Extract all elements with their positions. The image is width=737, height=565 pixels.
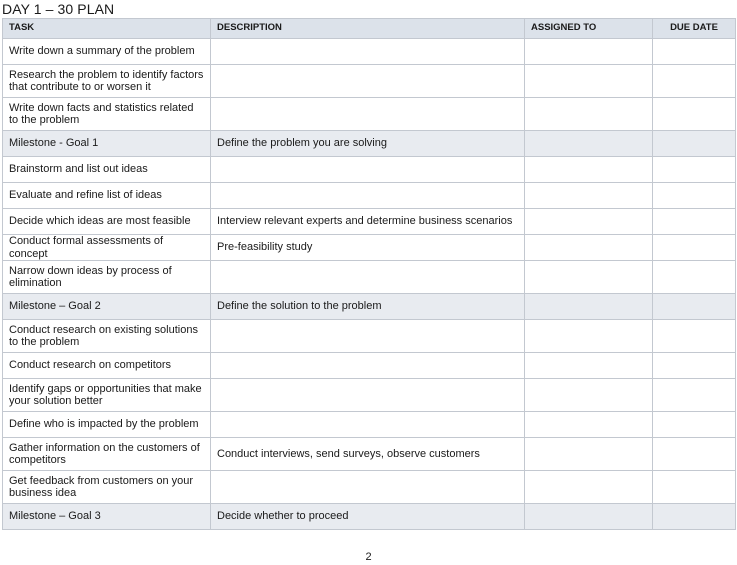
description-cell xyxy=(211,471,525,504)
table-row xyxy=(3,438,736,471)
assigned-to-cell xyxy=(525,438,653,471)
description-cell xyxy=(211,412,525,438)
due-date-cell xyxy=(653,183,736,209)
task-cell: Research the problem to identify factors that contribute to or worsen it xyxy=(3,65,211,98)
assigned-to-cell xyxy=(525,157,653,183)
task-cell: Conduct research on existing solutions to the problem xyxy=(3,320,211,353)
description-cell xyxy=(211,379,525,412)
table-row xyxy=(3,353,736,379)
assigned-to-cell xyxy=(525,98,653,131)
plan-table xyxy=(2,18,736,530)
due-date-cell xyxy=(653,235,736,261)
assigned-to-cell xyxy=(525,471,653,504)
header-due-date: DUE DATE xyxy=(653,19,736,39)
task-cell: Narrow down ideas by process of elimination xyxy=(3,261,211,294)
assigned-to-cell xyxy=(525,65,653,98)
description-cell xyxy=(211,157,525,183)
due-date-cell xyxy=(653,39,736,65)
plan-table-body xyxy=(3,39,736,530)
assigned-to-cell xyxy=(525,39,653,65)
task-cell: Write down facts and statistics related to the problem xyxy=(3,98,211,131)
due-date-cell xyxy=(653,294,736,320)
assigned-to-cell xyxy=(525,209,653,235)
due-date-cell xyxy=(653,261,736,294)
description-cell: Define the problem you are solving xyxy=(211,131,525,157)
task-cell: Gather information on the customers of competitors xyxy=(3,438,211,471)
table-row xyxy=(3,261,736,294)
assigned-to-cell xyxy=(525,235,653,261)
description-cell: Interview relevant experts and determine business scenarios xyxy=(211,209,525,235)
description-cell xyxy=(211,353,525,379)
due-date-cell xyxy=(653,379,736,412)
table-row xyxy=(3,320,736,353)
task-cell: Brainstorm and list out ideas xyxy=(3,157,211,183)
due-date-cell xyxy=(653,131,736,157)
task-cell: Identify gaps or opportunities that make your solution better xyxy=(3,379,211,412)
milestone-row xyxy=(3,504,736,530)
description-cell xyxy=(211,65,525,98)
table-row xyxy=(3,39,736,65)
table-row xyxy=(3,379,736,412)
task-cell: Conduct formal assessments of concept xyxy=(3,235,211,261)
page-number: 2 xyxy=(365,551,372,563)
description-cell xyxy=(211,98,525,131)
assigned-to-cell xyxy=(525,261,653,294)
description-cell: Conduct interviews, send surveys, observe customers xyxy=(211,438,525,471)
task-cell: Milestone – Goal 3 xyxy=(3,504,211,530)
description-cell: Define the solution to the problem xyxy=(211,294,525,320)
assigned-to-cell xyxy=(525,504,653,530)
due-date-cell xyxy=(653,353,736,379)
task-cell: Milestone - Goal 1 xyxy=(3,131,211,157)
due-date-cell xyxy=(653,98,736,131)
table-row xyxy=(3,235,736,261)
task-cell: Evaluate and refine list of ideas xyxy=(3,183,211,209)
task-cell: Define who is impacted by the problem xyxy=(3,412,211,438)
assigned-to-cell xyxy=(525,320,653,353)
table-row xyxy=(3,412,736,438)
table-row xyxy=(3,98,736,131)
header-assigned-to: ASSIGNED TO xyxy=(525,19,653,39)
assigned-to-cell xyxy=(525,294,653,320)
due-date-cell xyxy=(653,471,736,504)
assigned-to-cell xyxy=(525,353,653,379)
task-cell: Milestone – Goal 2 xyxy=(3,294,211,320)
due-date-cell xyxy=(653,412,736,438)
table-row xyxy=(3,471,736,504)
table-row xyxy=(3,65,736,98)
description-cell: Decide whether to proceed xyxy=(211,504,525,530)
task-cell: Conduct research on competitors xyxy=(3,353,211,379)
table-row xyxy=(3,183,736,209)
header-task: TASK xyxy=(3,19,211,39)
due-date-cell xyxy=(653,320,736,353)
assigned-to-cell xyxy=(525,379,653,412)
milestone-row xyxy=(3,294,736,320)
task-cell: Get feedback from customers on your business idea xyxy=(3,471,211,504)
description-cell: Pre-feasibility study xyxy=(211,235,525,261)
task-cell: Write down a summary of the problem xyxy=(3,39,211,65)
assigned-to-cell xyxy=(525,183,653,209)
table-row xyxy=(3,157,736,183)
assigned-to-cell xyxy=(525,412,653,438)
header-description: DESCRIPTION xyxy=(211,19,525,39)
description-cell xyxy=(211,261,525,294)
due-date-cell xyxy=(653,504,736,530)
due-date-cell xyxy=(653,438,736,471)
description-cell xyxy=(211,320,525,353)
page-title: DAY 1 – 30 PLAN xyxy=(2,1,115,17)
assigned-to-cell xyxy=(525,131,653,157)
milestone-row xyxy=(3,131,736,157)
due-date-cell xyxy=(653,209,736,235)
table-header-row xyxy=(3,19,736,39)
due-date-cell xyxy=(653,65,736,98)
due-date-cell xyxy=(653,157,736,183)
description-cell xyxy=(211,183,525,209)
table-row xyxy=(3,209,736,235)
description-cell xyxy=(211,39,525,65)
task-cell: Decide which ideas are most feasible xyxy=(3,209,211,235)
